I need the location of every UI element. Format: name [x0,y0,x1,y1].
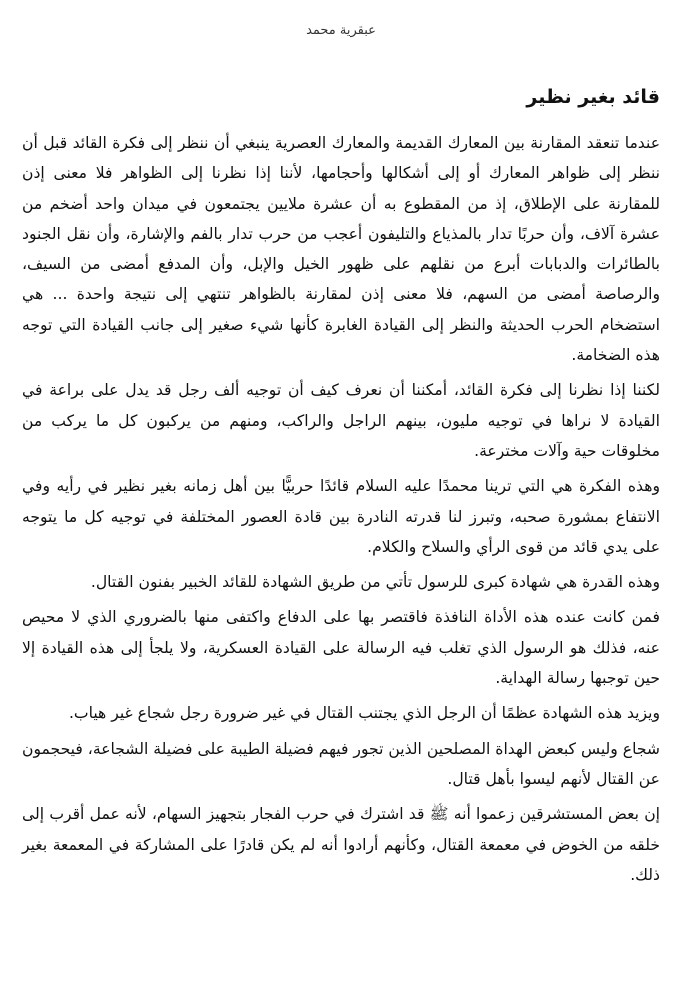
paragraph-5: فمن كانت عنده هذه الأداة النافذة فاقتصر بها على الدفاع واكتفى منها بالضروري الذي لا محيص عنه، فذلك هو الرسول الذي تغلب فيه الرسالة على القيادة العسكرية، ولا يلجأ إلى هذه القيادة إلا حين توجبها رسالة الهداية. [22,608,660,688]
paragraph-8: إن بعض المستشرقين زعموا أنه ﷺ قد اشترك في حرب الفجار بتجهيز السهام، لأنه عمل أقرب إلى خلقه من الخوض في معمعة القتال، وكأنهم أرادوا أنه لم يكن قادرًا على المشاركة في المعمعة بغير ذلك. [22,805,660,884]
body-text [22,128,660,890]
paragraph-6: ويزيد هذه الشهادة عظمًا أن الرجل الذي يجتنب القتال في غير ضرورة رجل شجاع غير هياب. [68,704,660,723]
paragraph-2: لكننا إذا نظرنا إلى فكرة القائد، أمكننا أن نعرف كيف أن توجيه ألف رجل قد يدل على براعة في القيادة لا نراها في توجيه مليون، بينهم الراجل والراكب، ومنهم من يركبون كل ما يركب من مخلوقات حية وآلات مخترعة. [22,381,660,460]
chapter-title: قائد بغير نظير [526,86,660,108]
paragraph-4: وهذه القدرة هي شهادة كبرى للرسول تأتي من طريق الشهادة للقائد الخبير بفنون القتال. [90,573,660,592]
paragraph-1: عندما تنعقد المقارنة بين المعارك القديمة والمعارك العصرية ينبغي أن ننظر إلى فكرة القائد قبل أن ننظر إلى ظواهر المعارك أو إلى أشكالها وأحجامها، لأننا إذا نظرنا إلى الظواهر فلا معنى إذن للمقارنة على الإطلاق، إذ من المقطوع به أن عشرة ملايين يجتمعون في ميدان واحد أضخم من عشرة آلاف، وأن حربًا تدار بالمذياع والتليفون أعجب من حرب تدار بالفم والإشارة، وأن نقل الجنود بالطائرات والدبابات أبرع من نقلهم على ظهور الخيل والإبل، وأن المدفع أمضى من السيف، والرصاصة أمضى من السهم، فلا معنى إذن لمقارنة بالظواهر تنتهي إلى نتيجة واحدة ... هي استضخام الحرب الحديثة والنظر إلى القيادة الغابرة كأنها شيء صغير إلى جانب القيادة التي توجه هذه الضخامة. [22,134,660,365]
paragraph-7: شجاع وليس كبعض الهداة المصلحين الذين تجور فيهم فضيلة الطيبة على فضيلة الشجاعة، فيحجمون عن القتال لأنهم ليسوا بأهل قتال. [22,739,660,788]
running-header: عبقرية محمد [306,23,376,38]
paragraph-3: وهذه الفكرة هي التي ترينا محمدًا عليه السلام قائدًا حربيًّا بين أهل زمانه بغير نظير في رأيه وفي الانتفاع بمشورة صحبه، وتبرز لنا قدرته النادرة بين قادة العصور المختلفة في توجيه كل ما يتوجه على يدي قائد من قوى الرأي والسلاح والكلام. [22,477,660,556]
